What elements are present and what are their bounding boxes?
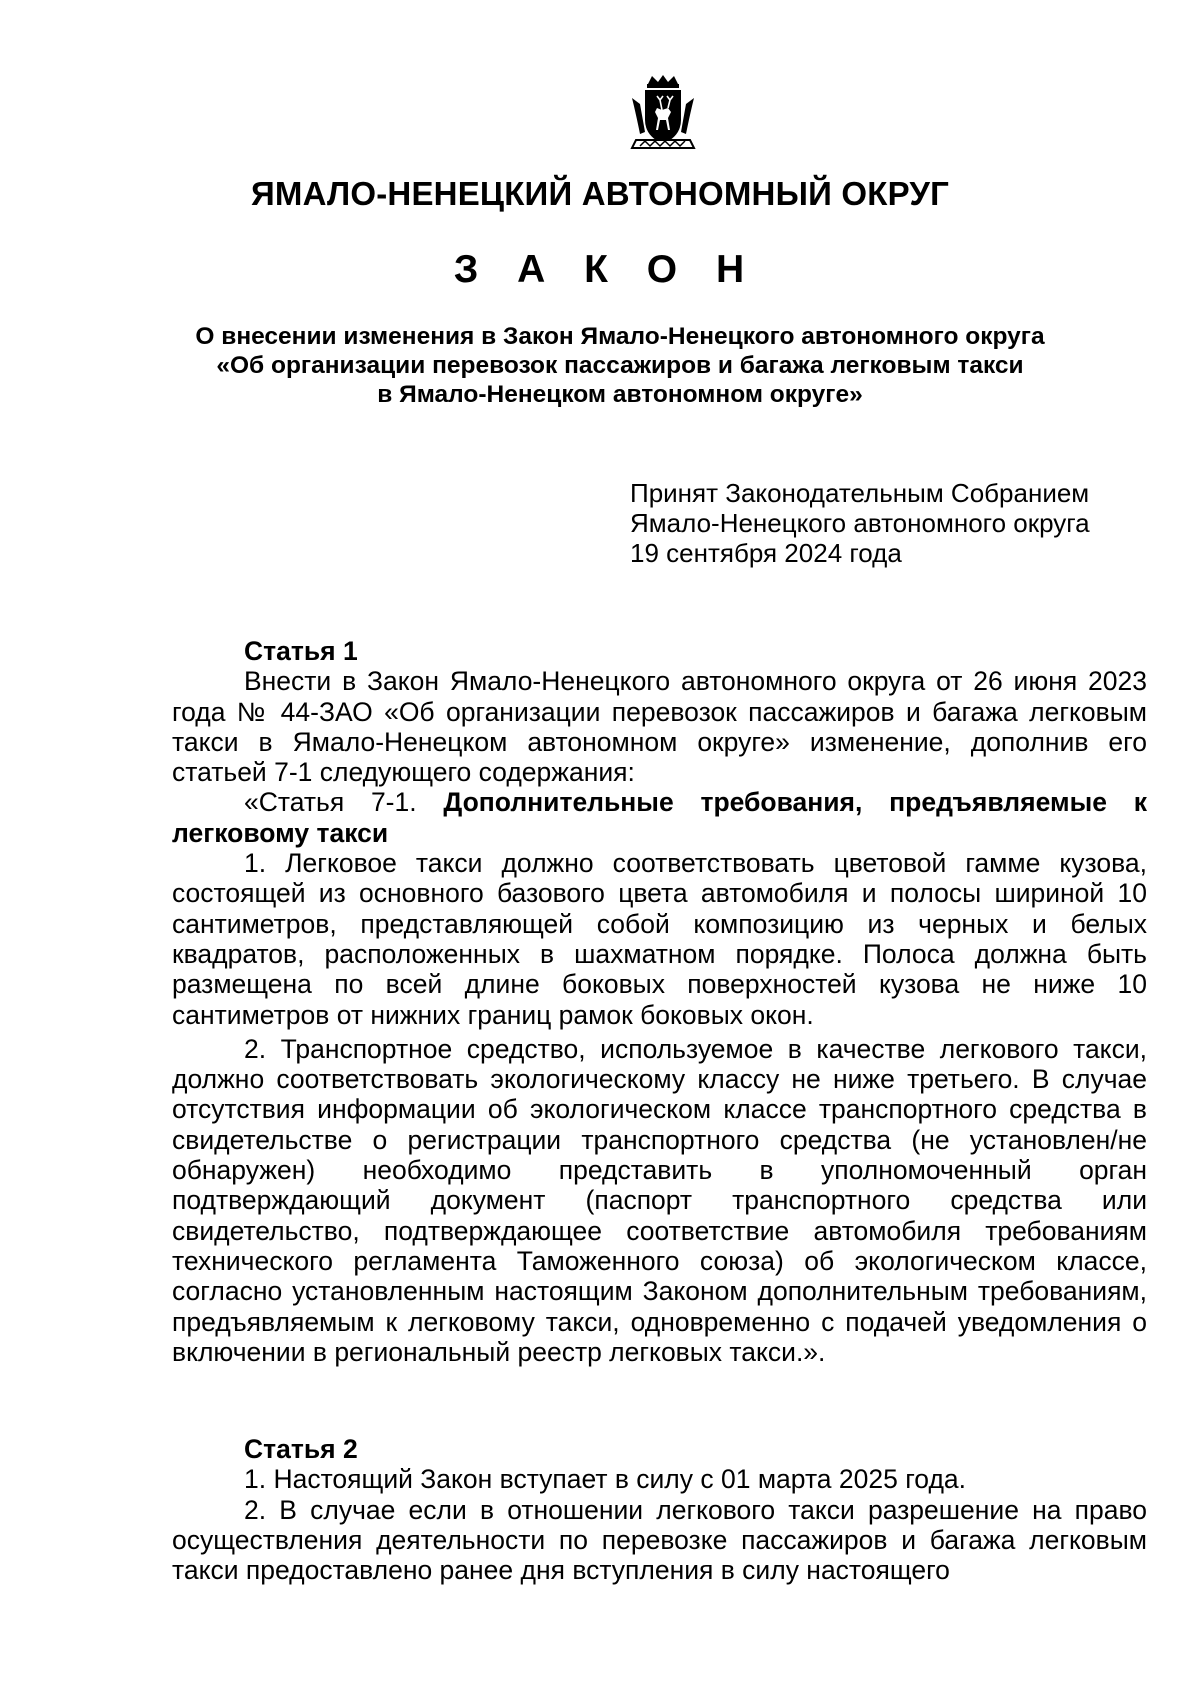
adoption-date: 19 сентября 2024 года bbox=[630, 538, 902, 568]
adoption-line: Принят Законодательным Собранием bbox=[630, 478, 1090, 508]
article-heading: Статья 2 bbox=[244, 1434, 358, 1464]
subject-line: О внесении изменения в Закон Ямало-Ненецкого автономного округа bbox=[195, 323, 1045, 350]
region-title: ЯМАЛО-НЕНЕЦКИЙ АВТОНОМНЫЙ ОКРУГ bbox=[250, 175, 950, 212]
subject-line: в Ямало-Ненецком автономном округе» bbox=[377, 381, 863, 408]
article-paragraph: 2. В случае если в отношении легкового такси разрешение на право осуществления деятельности по перевозке пассажиров и багажа легковым такси предоставлено ранее дня вступления в силу настоящего bbox=[172, 1494, 1147, 1586]
inserted-article-title bbox=[172, 787, 1147, 848]
article-paragraph: 2. Транспортное средство, используемое в качестве легкового такси, должно соответствовать экологическому классу не ниже третьего. В случае отсутствия информации об экологическом классе транспортного средства в свидетельстве о регистрации транспортного средства (не установлен/не обнаружен) необходимо представить в уполномоченный орган подтверждающий документ (паспорт транспортного средства или свидетельство, подтверждающее соответствие автомобиля требованиям технического регламента Таможенного союза) об экологическом классе, согласно установленным настоящим Законом дополнительным требованиям, предъявляемым к легковому такси, одновременно с подачей уведомления о включении в региональный реестр легковых такси.». bbox=[172, 1033, 1147, 1367]
article-paragraph: Внести в Закон Ямало-Ненецкого автономного округа от 26 июня 2023 года № 44-ЗАО «Об организации перевозок пассажиров и багажа легковым такси в Ямало-Ненецком автономном округе» изменение, дополнив его статьей 7-1 следующего содержания: bbox=[172, 666, 1147, 788]
article-2 bbox=[172, 1434, 1147, 1585]
article-paragraph: 1. Легковое такси должно соответствовать цветовой гамме кузова, состоящей из основного базового цвета автомобиля и полосы шириной 10 сантиметров, представляющей собой композицию из черных и белых квадратов, расположенных в шахматном порядке. Полоса должна быть размещена по всей длине боковых поверхностей кузова не ниже 10 сантиметров от нижних границ рамок боковых окон. bbox=[172, 848, 1147, 1030]
adoption-line: Ямало-Ненецкого автономного округа bbox=[630, 508, 1090, 538]
inserted-article-prefix: «Статья 7-1. bbox=[244, 787, 444, 818]
law-title: З А К О Н bbox=[453, 248, 759, 291]
coat-of-arms-emblem bbox=[618, 74, 708, 156]
inserted-article-name: Дополнительные требования, предъявляемые к легковому такси bbox=[172, 787, 1147, 848]
article-1 bbox=[172, 636, 1147, 1367]
law-subject bbox=[150, 322, 1090, 409]
subject-line: «Об организации перевозок пассажиров и багажа легковым такси bbox=[216, 352, 1024, 379]
article-paragraph: 1. Настоящий Закон вступает в силу с 01 марта 2025 года. bbox=[244, 1464, 967, 1495]
article-heading: Статья 1 bbox=[244, 636, 358, 666]
adoption-note bbox=[630, 478, 1090, 568]
